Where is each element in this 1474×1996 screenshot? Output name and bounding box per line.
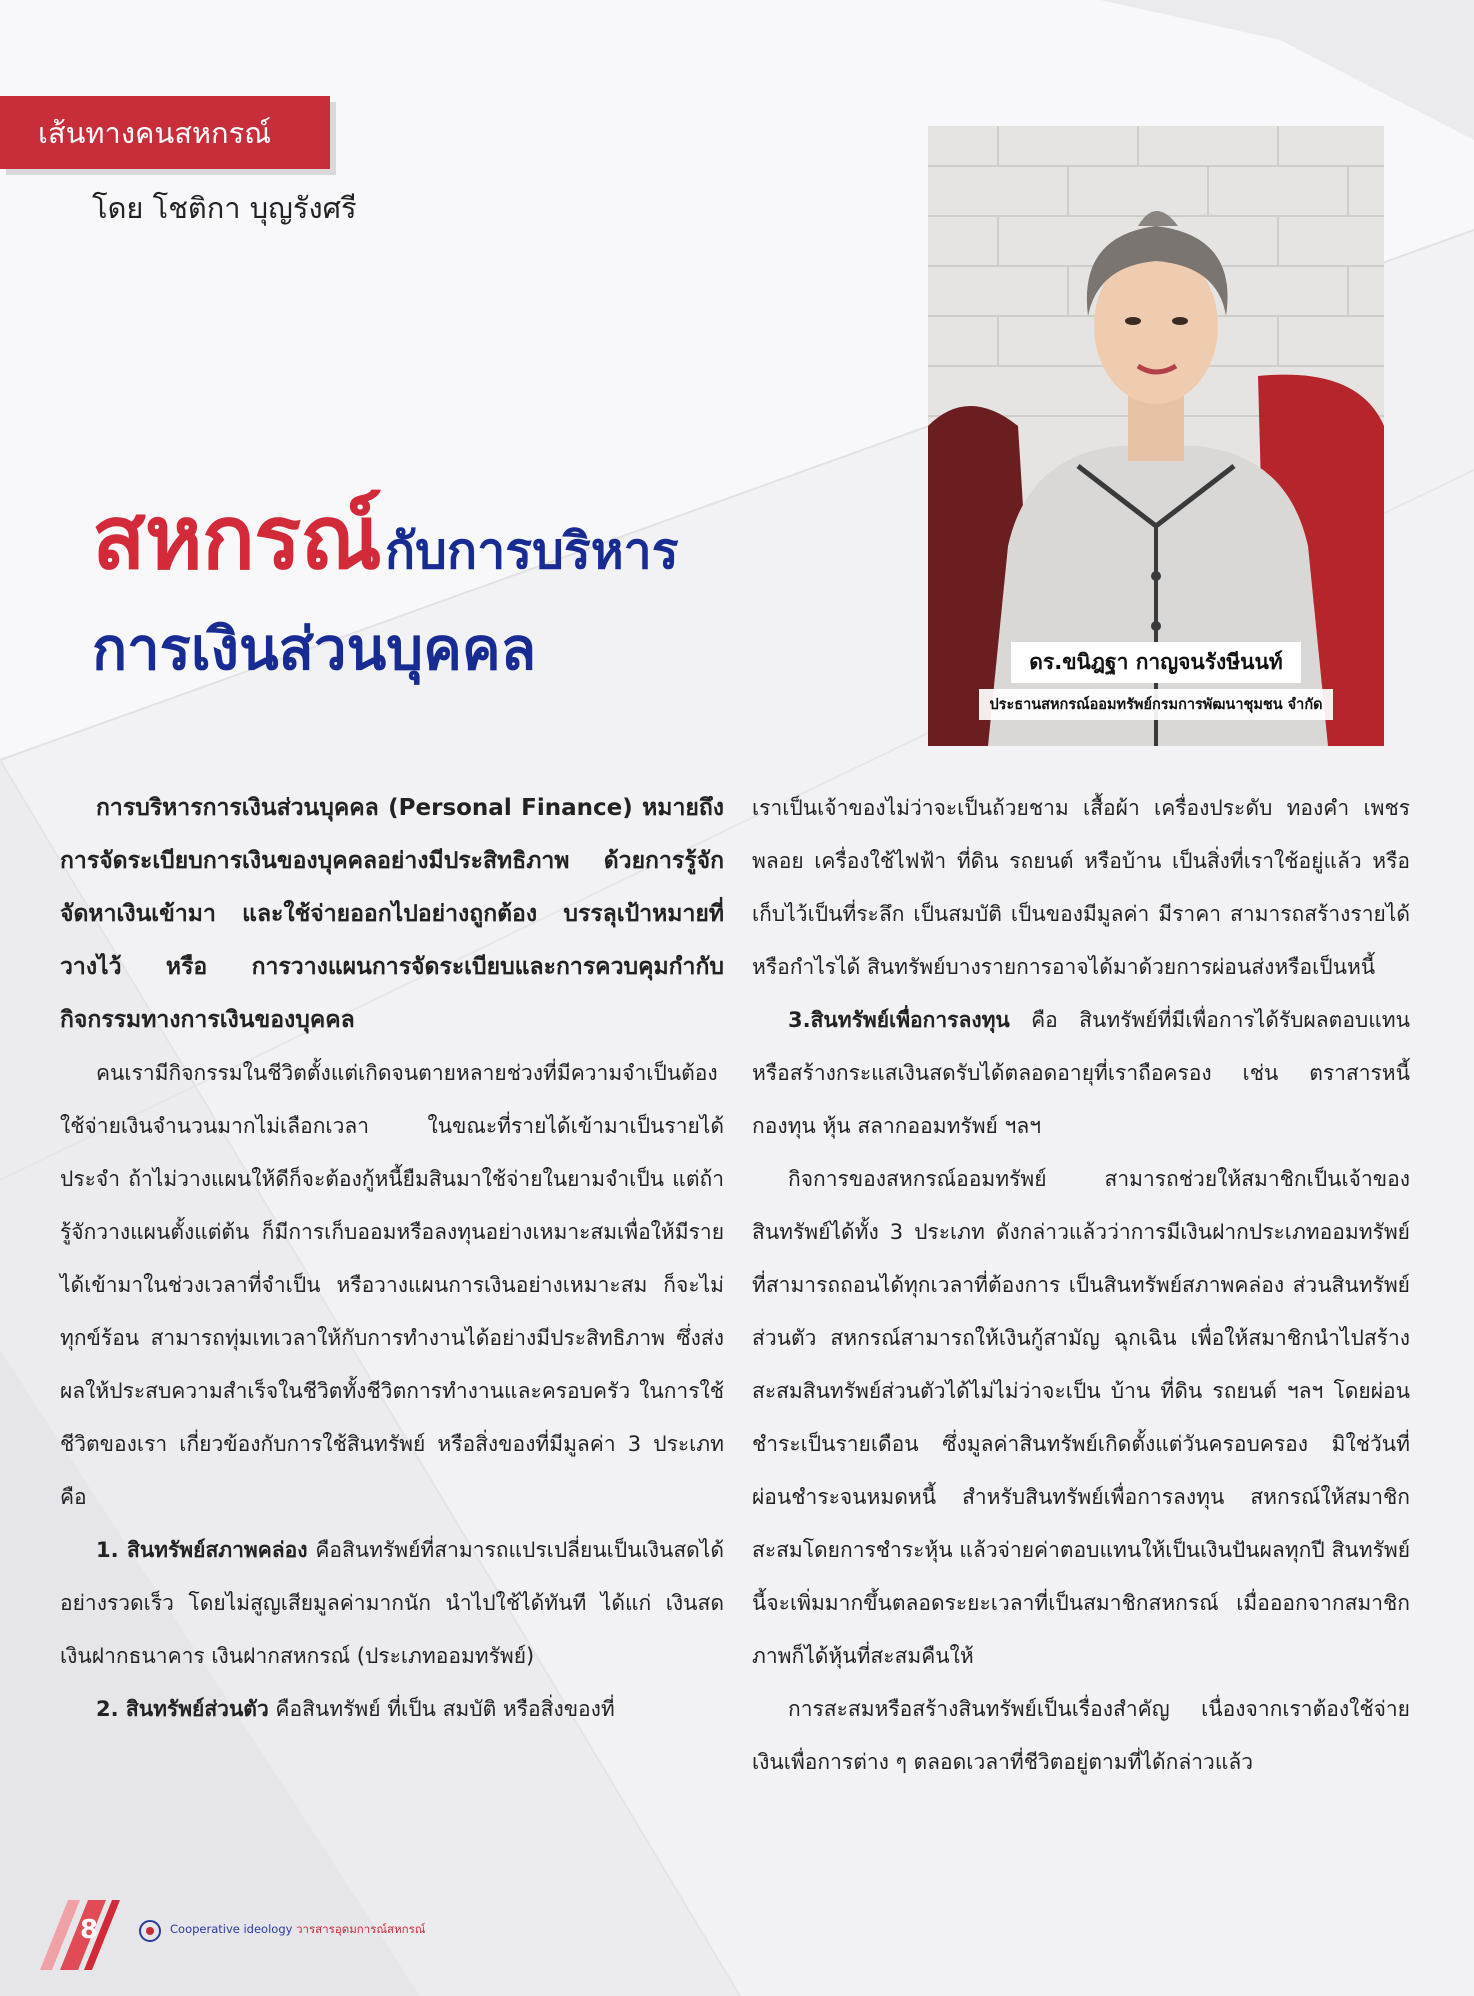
cooperative-logo-icon	[138, 1919, 162, 1943]
list-item-personal-assets	[60, 1683, 724, 1736]
headline-red-part: สหกรณ์	[92, 486, 381, 589]
list-item-body: คือ สินทรัพย์ที่มีเพื่อการได้รับผลตอบแทน หรือสร้างกระแสเงินสดรับได้ตลอดอายุที่เราถือครอง เช่น ตราสารหนี้ กองทุน หุ้น สลากออมทรัพย์ ฯลฯ	[752, 1008, 1410, 1138]
photo-caption	[928, 642, 1384, 720]
list-item-body: คือสินทรัพย์ที่สามารถแปรเปลี่ยนเป็นเงินสดได้อย่างรวดเร็ว โดยไม่สูญเสียมูลค่ามากนัก นำไปใช้ได้ทันที ได้แก่ เงินสด เงินฝากธนาคาร เงินฝากสหกรณ์ (ประเภทออมทรัพย์)	[60, 1538, 724, 1668]
publication-name-en: Cooperative ideology	[170, 1922, 293, 1936]
caption-name: ดร.ขนิฎฐา กาญจนรังษีนนท์	[1011, 642, 1300, 683]
publication-name-th: วารสารอุดมการณ์สหกรณ์	[292, 1922, 426, 1936]
paragraph: กิจการของสหกรณ์ออมทรัพย์ สามารถช่วยให้สมาชิกเป็นเจ้าของสินทรัพย์ได้ทั้ง 3 ประเภท ดังกล่าวแล้วว่าการมีเงินฝากประเภทออมทรัพย์ที่สามารถถอนได้ทุกเวลาที่ต้องการ เป็นสินทรัพย์สภาพคล่อง ส่วนสินทรัพย์ส่วนตัว สหกรณ์สามารถให้เงินกู้สามัญ ฉุกเฉิน เพื่อให้สมาชิกนำไปสร้างสะสมสินทรัพย์ส่วนตัวได้ไม่ไม่ว่าจะเป็น บ้าน ที่ดิน รถยนต์ ฯลฯ โดยผ่อนชำระเป็นรายเดือน ซึ่งมูลค่าสินทรัพย์เกิดตั้งแต่วันครอบครอง มิใช่วันที่ผ่อนชำระจนหมดหนี้ สำหรับสินทรัพย์เพื่อการลงทุน สหกรณ์ให้สมาชิกสะสมโดยการชำระหุ้น แล้วจ่ายค่าตอบแทนให้เป็นเงินปันผลทุกปี สินทรัพย์นี้จะเพิ่มมากขึ้นตลอดระยะเวลาที่เป็นสมาชิกสหกรณ์ เมื่อออกจากสมาชิกภาพก็ได้หุ้นที่สะสมคืนให้	[752, 1167, 1410, 1668]
list-item-liquid-assets	[60, 1524, 724, 1683]
left-column	[60, 782, 724, 1736]
headline-navy-part: กับการบริหาร	[384, 522, 679, 580]
section-tag: เส้นทางคนสหกรณ์	[0, 96, 330, 169]
list-item-heading: 2. สินทรัพย์ส่วนตัว	[96, 1697, 269, 1721]
list-item-body: คือสินทรัพย์ ที่เป็น สมบัติ หรือสิ่งของที่	[268, 1697, 615, 1721]
list-item-heading: 3.สินทรัพย์เพื่อการลงทุน	[788, 1008, 1010, 1032]
paragraph: เราเป็นเจ้าของไม่ว่าจะเป็นถ้วยชาม เสื้อผ้า เครื่องประดับ ทองคำ เพชรพลอย เครื่องใช้ไฟฟ้า ที่ดิน รถยนต์ หรือบ้าน เป็นสิ่งที่เราใช้อยู่แล้ว หรือเก็บไว้เป็นที่ระลึก เป็นสมบัติ เป็นของมีมูลค่า มีราคา สามารถสร้างรายได้ หรือกำไรได้ สินทรัพย์บางรายการอาจได้มาด้วยการผ่อนส่งหรือเป็นหนี้	[752, 796, 1410, 979]
right-column	[752, 782, 1410, 1789]
page-footer	[0, 1900, 1474, 1996]
portrait-photo	[928, 126, 1384, 746]
list-item-investment-assets	[752, 994, 1410, 1153]
headline-line-2: การเงินส่วนบุคคล	[92, 615, 537, 683]
paragraph: การสะสมหรือสร้างสินทรัพย์เป็นเรื่องสำคัญ เนื่องจากเราต้องใช้จ่ายเงินเพื่อการต่าง ๆ ตลอดเวลาที่ชีวิตอยู่ตามที่ได้กล่าวแล้ว	[752, 1697, 1410, 1774]
paragraph: คนเรามีกิจกรรมในชีวิตตั้งแต่เกิดจนตายหลายช่วงที่มีความจำเป็นต้องใช้จ่ายเงินจำนวนมากไม่เลือกเวลา ในขณะที่รายได้เข้ามาเป็นรายได้ประจำ ถ้าไม่วางแผนให้ดีก็จะต้องกู้หนี้ยืมสินมาใช้จ่ายในยามจำเป็น แต่ถ้ารู้จักวางแผนตั้งแต่ต้น ก็มีการเก็บออมหรือลงทุนอย่างเหมาะสมเพื่อให้มีรายได้เข้ามาในช่วงเวลาที่จำเป็น หรือวางแผนการเงินอย่างเหมาะสม ก็จะไม่ทุกข์ร้อน สามารถทุ่มเทเวลาให้กับการทำงานได้อย่างมีประสิทธิภาพ ซึ่งส่งผลให้ประสบความสำเร็จในชีวิตทั้งชีวิตการทำงานและครอบครัว ในการใช้ชีวิตของเรา เกี่ยวข้องกับการใช้สินทรัพย์ หรือสิ่งของที่มีมูลค่า 3 ประเภท คือ	[60, 1061, 724, 1509]
publication-name	[170, 1921, 425, 1939]
lead-paragraph: การบริหารการเงินส่วนบุคคล (Personal Finance) หมายถึง การจัดระเบียบการเงินของบุคคลอย่างมีประสิทธิภาพ ด้วยการรู้จัก จัดหาเงินเข้ามา และใช้จ่ายออกไปอย่างถูกต้อง บรรลุเป้าหมายที่วางไว้ หรือ การวางแผนการจัดระเบียบและการควบคุมกำกับกิจกรรมทางการเงินของบุคคล	[60, 795, 724, 1033]
headline	[92, 486, 679, 695]
byline: โดย โชติกา บุญรังศรี	[92, 191, 357, 225]
caption-role: ประธานสหกรณ์ออมทรัพย์กรมการพัฒนาชุมชน จำกัด	[979, 689, 1332, 720]
page-number: 8	[80, 1915, 99, 1945]
list-item-heading: 1. สินทรัพย์สภาพคล่อง	[96, 1538, 308, 1562]
